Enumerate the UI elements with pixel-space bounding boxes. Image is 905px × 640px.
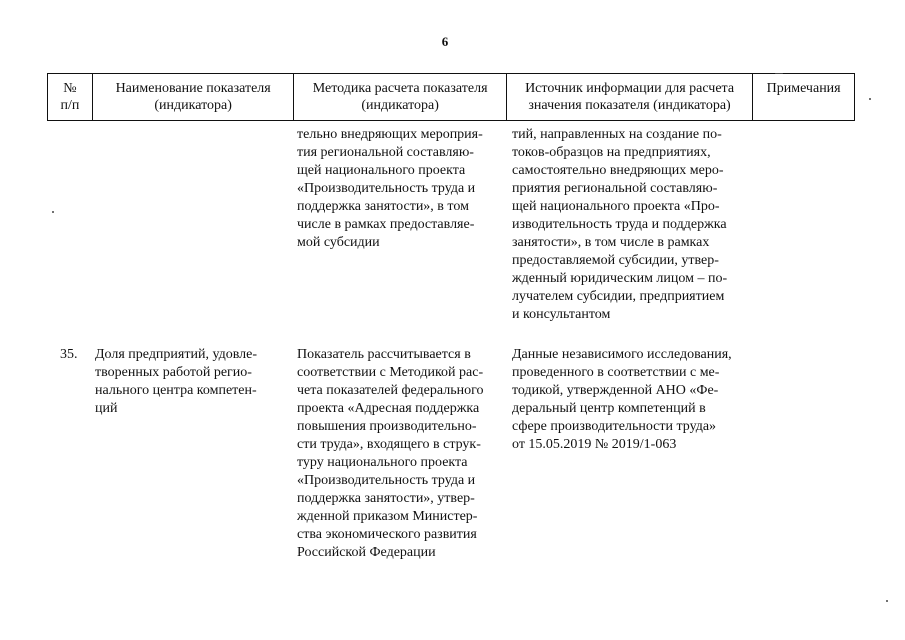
header-number-text: № п/п (60, 81, 80, 113)
table-header (47, 73, 855, 121)
scan-speck (775, 73, 783, 74)
header-notes (753, 74, 854, 120)
row-35-number: 35. (60, 347, 78, 362)
header-indicator-name (93, 74, 295, 120)
header-method-text: Методика расчета показателя (индикатора) (312, 81, 488, 113)
continuation-method-cell: тельно внедряющих мероприя- тия региональной составляю- щей национального проекта «Производительность труда и поддержка занятости», в том числе в рамках предоставляе- мой субсидии (297, 127, 483, 250)
row-35-method: Показатель рассчитывается в соответствии с Методикой рас- чета показателей федерального проекта «Адресная поддержка повышения производительно- сти труда», входящего в струк- туру национального проекта «Производительность труда и поддержка занятости», утвер- жденной приказом Министер- ства экономического развития Российской Федерации (297, 347, 484, 560)
scan-speck (52, 211, 54, 213)
row-35-indicator-name: Доля предприятий, удовле- творенных работой регио- нального центра компетен- ций (95, 347, 257, 416)
continuation-source-cell: тий, направленных на создание по- токов-образцов на предприятиях, самостоятельно внедряющих меро- приятия региональной составляю- щей национального проекта «Про- изводительность труда и поддержка занятости», в том числе в рамках предоставляемой субсидии, утвер- жденный юридическим лицом – по- лучателем субсидии, предприятием и консультантом (512, 127, 728, 322)
scan-speck (886, 600, 888, 602)
header-source (507, 74, 753, 120)
scan-speck (869, 98, 871, 100)
header-method (294, 74, 506, 120)
header-source-text: Источник информации для расчета значения показателя (индикатора) (525, 81, 735, 113)
page-number: 6 (441, 34, 449, 49)
header-number (48, 74, 93, 120)
row-35-source: Данные независимого исследования, проведенного в соответствии с ме- тодикой, утвержденной АНО «Фе- деральный центр компетенций в сфере производительности труда» от 15.05.2019 № 2019/1-063 (512, 347, 732, 452)
header-indicator-name-text: Наименование показателя (индикатора) (115, 81, 271, 113)
header-notes-text: Примечания (766, 81, 841, 96)
